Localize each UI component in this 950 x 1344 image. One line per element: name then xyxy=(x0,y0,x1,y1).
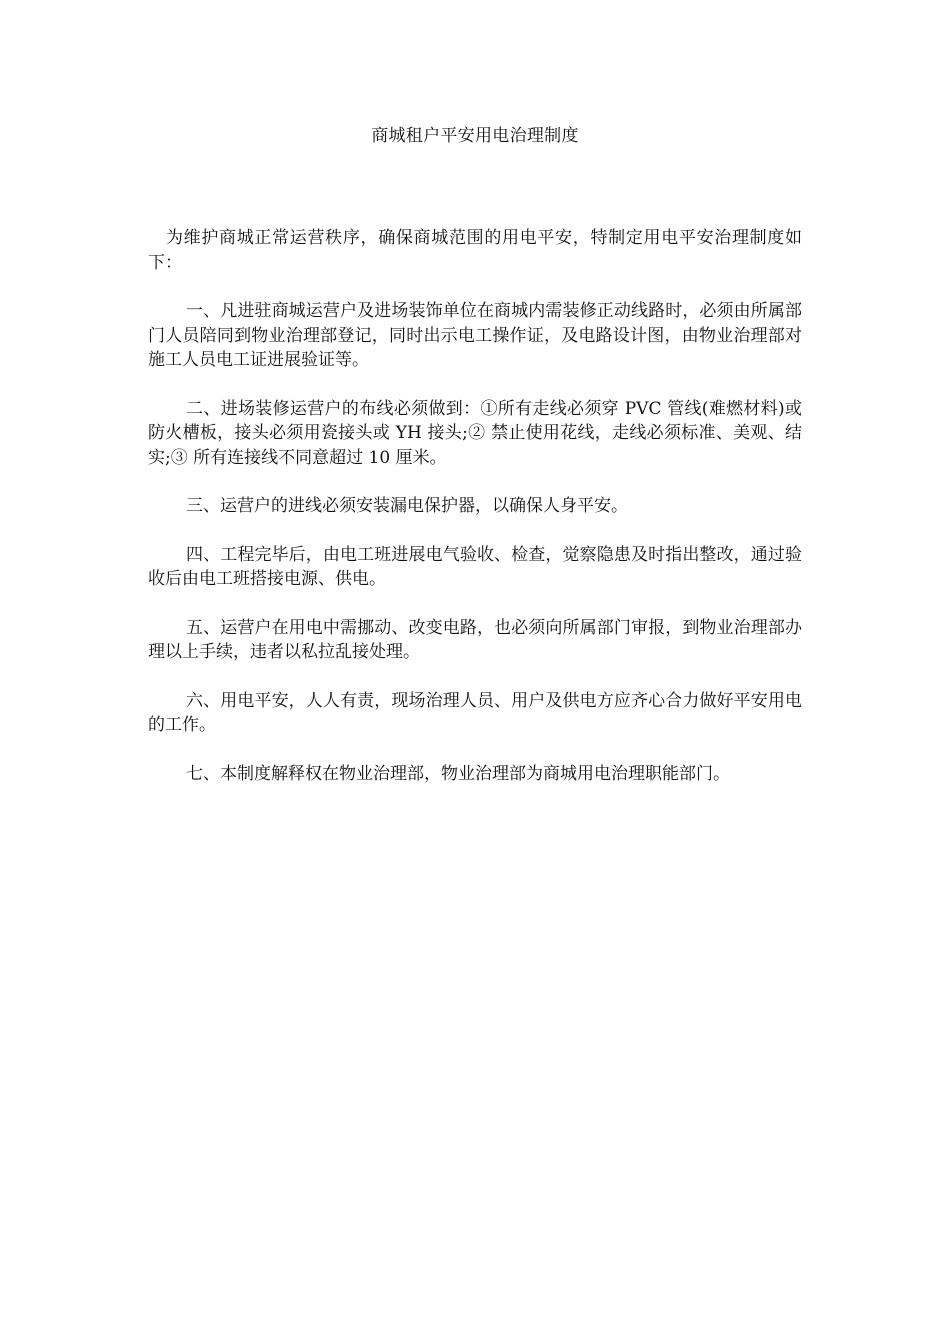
clause-7: 七、本制度解释权在物业治理部，物业治理部为商城用电治理职能部门。 xyxy=(186,763,730,784)
clause-1: 一、凡进驻商城运营户及进场装饰单位在商城内需装修正动线路时，必须由所属部门人员陪同到物业治理部登记，同时出示电工操作证，及电路设计图，由物业治理部对施工人员电工证进展验证等。 xyxy=(148,301,802,370)
clause-6: 六、用电平安，人人有责，现场治理人员、用户及供电方应齐心合力做好平安用电的工作。 xyxy=(148,690,802,735)
clause-5: 五、运营户在用电中需挪动、改变电路，也必须向所属部门审报，到物业治理部办理以上手续，违者以私拉乱接处理。 xyxy=(148,617,802,662)
clause-4: 四、工程完毕后，由电工班进展电气验收、检查，觉察隐患及时指出整改，通过验收后由电工班搭接电源、供电。 xyxy=(148,544,802,589)
intro-paragraph: 为维护商城正常运营秩序，确保商城范围的用电平安，特制定用电平安治理制度如下： xyxy=(148,228,802,273)
document-title: 商城租户平安用电治理制度 xyxy=(371,126,579,146)
document-body xyxy=(148,226,802,810)
clause-2: 二、进场装修运营户的布线必须做到：①所有走线必须穿 PVC 管线(难燃材料)或防火槽板，接头必须用瓷接头或 YH 接头;② 禁止使用花线，走线必须标准、美观、结实;③ 所有连接线不同意超过 10 厘米。 xyxy=(148,398,802,468)
clause-3: 三、运营户的进线必须安装漏电保护器，以确保人身平安。 xyxy=(186,496,628,516)
